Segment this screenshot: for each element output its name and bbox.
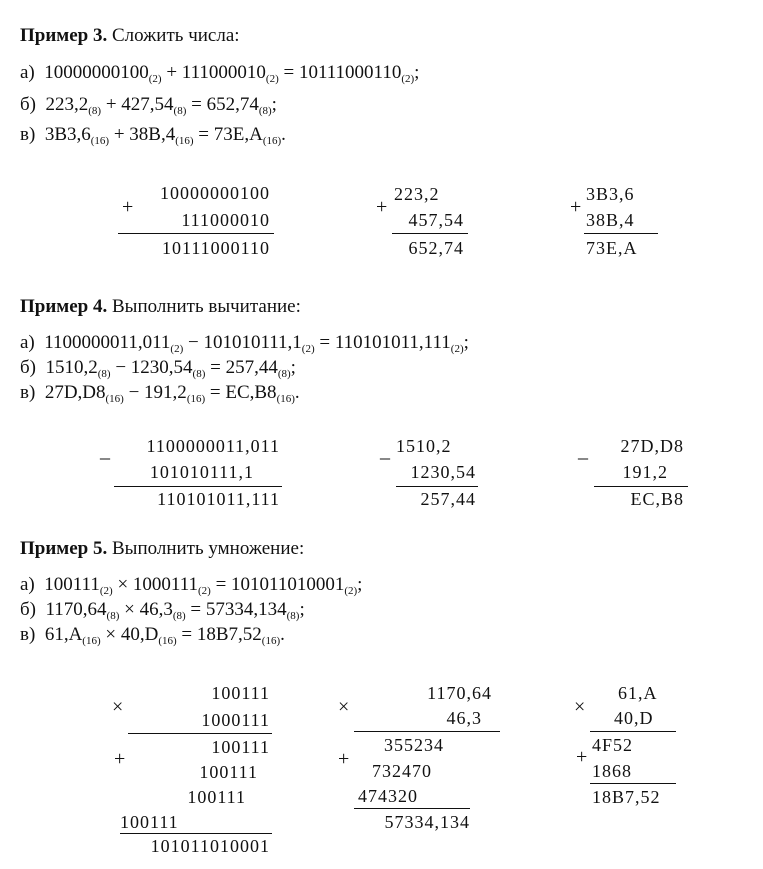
example-5-line-c: в) $61,A_{(16)} \times 40,D_{(16)} = 18B7,52_{(16)}$.: [20, 624, 285, 647]
partial-product: 100111: [120, 812, 179, 832]
column-operand: 223,2: [394, 184, 440, 204]
partial-product: 100111: [211, 737, 270, 757]
minus-sign: _: [578, 440, 588, 462]
difference-rule: [396, 486, 478, 487]
example-4-line-a: а) $1100000011,011_{(2)} - 101010111,1_{(2)} = 110101011,111_{(2)}$;: [20, 332, 469, 355]
example-5-line-a: а) $100111_{(2)} \times 1000111_{(2)} = 101011010001_{(2)}$;: [20, 574, 363, 597]
column-operand: 101010111,1: [149, 462, 254, 482]
column-operand: 457,54: [408, 210, 464, 230]
partial-product: 1868: [592, 761, 632, 781]
column-result: 18B7,52: [592, 787, 661, 807]
column-operand: 100111: [211, 683, 270, 703]
column-operand: 191,2: [622, 462, 668, 482]
difference-rule: [114, 486, 282, 487]
partial-product: 732470: [372, 761, 432, 781]
partial-product: 100111: [199, 762, 258, 782]
sum-rule: [392, 233, 468, 234]
sum-rule: [584, 233, 658, 234]
plus-sign: +: [570, 196, 582, 218]
example-3-line-b: б) $223,2_{(8)} + 427,54_{(8)} = 652,74_{(8)}$;: [20, 94, 277, 117]
column-result: 257,44: [420, 489, 476, 509]
product-rule: [590, 731, 676, 732]
partial-product: 355234: [384, 735, 444, 755]
sum-rule: [118, 233, 274, 234]
column-operand: 46,3: [446, 708, 482, 728]
minus-sign: _: [100, 440, 110, 462]
example-3-title: Пример 3. Сложить числа:: [20, 25, 240, 46]
example-5-title: Пример 5. Выполнить умножение:: [20, 538, 305, 559]
column-result: 101011010001: [150, 836, 270, 856]
partial-product: 474320: [358, 786, 418, 806]
column-operand: 40,D: [614, 708, 654, 728]
example-4-line-c: в) $27D,D8_{(16)} - 191,2_{(16)} = EC,B8_{(16)}$.: [20, 382, 300, 405]
column-result: 110101011,111: [157, 489, 280, 509]
product-rule: [590, 783, 676, 784]
column-operand: 1230,54: [410, 462, 476, 482]
column-result: EC,B8: [630, 489, 684, 509]
plus-sign: +: [576, 746, 588, 768]
example-5-line-b: б) $1170,64_{(8)} \times 46,3_{(8)} = 57334,134_{(8)}$;: [20, 599, 305, 622]
product-rule: [354, 731, 500, 732]
plus-sign: +: [122, 196, 134, 218]
example-3-line-c: в) $3B3,6_{(16)} + 38B,4_{(16)} = 73E,A_{(16)}$.: [20, 124, 286, 147]
column-operand: 1170,64: [427, 683, 492, 703]
column-operand: 1510,2: [396, 436, 452, 456]
partial-product: 4F52: [592, 735, 634, 755]
partial-product: 100111: [187, 787, 246, 807]
multiply-sign: ×: [112, 696, 124, 718]
column-operand: 38B,4: [586, 210, 635, 230]
product-rule: [120, 833, 272, 834]
column-operand: 1100000011,011: [146, 436, 280, 456]
plus-sign: +: [338, 748, 350, 770]
column-operand: 27D,D8: [620, 436, 684, 456]
column-operand: 10000000100: [160, 183, 270, 203]
column-result: 73E,A: [586, 238, 638, 258]
multiply-sign: ×: [574, 696, 586, 718]
column-result: 57334,134: [384, 812, 470, 832]
multiply-sign: ×: [338, 696, 350, 718]
column-operand: 1000111: [201, 710, 270, 730]
product-rule: [354, 808, 470, 809]
plus-sign: +: [376, 196, 388, 218]
example-4-title: Пример 4. Выполнить вычитание:: [20, 296, 301, 317]
column-operand: 3B3,6: [586, 184, 635, 204]
example-4-line-b: б) $1510,2_{(8)} - 1230,54_{(8)} = 257,44_{(8)}$;: [20, 357, 296, 380]
minus-sign: _: [380, 440, 390, 462]
column-operand: 61,A: [618, 683, 658, 703]
example-3-line-a: а) $10000000100_{(2)} + 111000010_{(2)} = 10111000110_{(2)}$;: [20, 62, 420, 85]
difference-rule: [594, 486, 688, 487]
product-rule: [128, 733, 272, 734]
column-result: 652,74: [408, 238, 464, 258]
plus-sign: +: [114, 748, 126, 770]
column-result: 10111000110: [162, 238, 270, 258]
column-operand: 111000010: [181, 210, 270, 230]
